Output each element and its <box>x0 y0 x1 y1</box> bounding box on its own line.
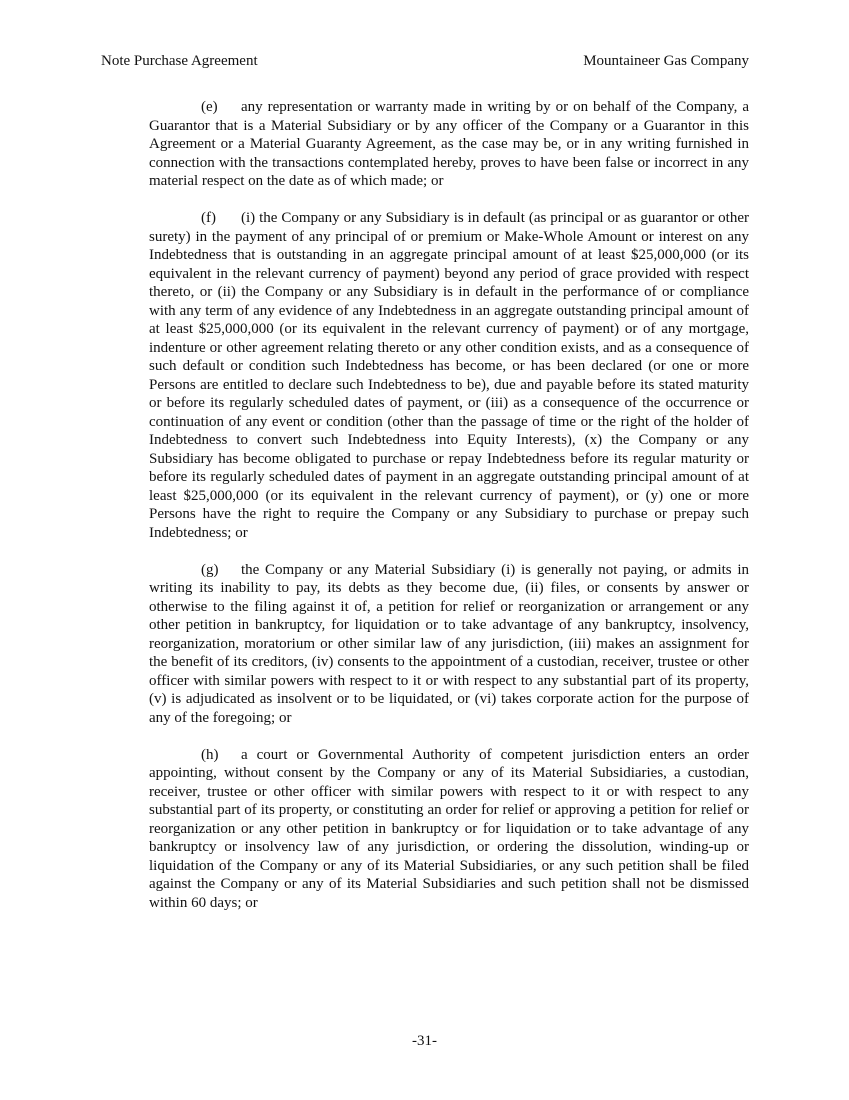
clause-g <box>149 561 749 728</box>
clause-label: (f) <box>201 210 216 226</box>
clause-e <box>149 98 749 191</box>
clause-text: any representation or warranty made in writing by or on behalf of the Company, a Guarantor that is a Material Subsidiary or by any officer of the Company or a Guarantor in this Agreement or a Material Guaranty Agreement, as the case may be, or in any writing furnished in connection with the transactions contemplated hereby, proves to have been false or incorrect in any material respect on the date as of which made; or <box>149 99 749 189</box>
page-footer <box>0 1031 849 1051</box>
clause-label: (e) <box>201 99 218 115</box>
clause-text: the Company or any Material Subsidiary (i) is generally not paying, or admits in writing its inability to pay, its debts as they become due, (ii) files, or consents by answer or otherwise to the filing against it of, a petition for relief or reorganization or arrangement or any other petition in bankruptcy, for liquidation or to take advantage of any bankruptcy, insolvency, reorganization, moratorium or other similar law of any jurisdiction, (iii) makes an assignment for the benefit of its creditors, (iv) consents to the appointment of a custodian, receiver, trustee or other officer with similar powers with respect to it or with respect to any substantial part of its property, (v) is adjudicated as insolvent or to be liquidated, or (vi) takes corporate action for the purpose of any of the foregoing; or <box>149 561 749 726</box>
company-name: Mountaineer Gas Company <box>583 53 749 69</box>
clause-text: a court or Governmental Authority of competent jurisdiction enters an order appointing, without consent by the Company or any of its Material Subsidiaries, a custodian, receiver, trustee or other officer with similar powers with respect to it or with respect to any substantial part of its property, or constituting an order for relief or approving a petition for relief or reorganization or any other petition in bankruptcy or for liquidation or to take advantage of any bankruptcy or insolvency law of any jurisdiction, or ordering the dissolution, winding-up or liquidation of the Company or any of its Material Subsidiaries, or any such petition shall be filed against the Company or any of its Material Subsidiaries and such petition shall not be dismissed within 60 days; or <box>149 746 749 911</box>
clause-label: (g) <box>201 561 219 578</box>
clause-f <box>149 209 749 542</box>
clause-text: (i) the Company or any Subsidiary is in default (as principal or as guarantor or other surety) in the payment of any principal of or premium or Make-Whole Amount or interest on any Indebtedness that is outstanding in an aggregate principal amount of at least $25,000,000 (or its equivalent in the relevant currency of payment) beyond any period of grace provided with respect thereto, or (ii) the Company or any Subsidiary is in default in the performance of or compliance with any term of any evidence of any Indebtedness in an aggregate outstanding principal amount of at least $25,000,000 (or its equivalent in the relevant currency of payment) or of any mortgage, indenture or other agreement relating thereto or any other condition exists, and as a consequence of such default or condition such Indebtedness has become, or has been declared (or one or more Persons are entitled to declare such Indebtedness to be), due and payable before its stated maturity or before its regularly scheduled dates of payment, or (iii) as a consequence of the occurrence or continuation of any event or condition (other than the passage of time or the right of the holder of Indebtedness to convert such Indebtedness into Equity Interests), (x) the Company or any Subsidiary has become obligated to purchase or repay Indebtedness before its regular maturity or before its regularly scheduled dates of payment in an aggregate outstanding principal amount of at least $25,000,000 (or its equivalent in the relevant currency of payment), or (y) one or more Persons have the right to require the Company or any Subsidiary to purchase or prepay such Indebtedness; or <box>149 210 749 541</box>
page-number: -31- <box>412 1033 437 1049</box>
page-header <box>101 51 749 71</box>
document-body <box>149 98 749 931</box>
clause-h <box>149 746 749 913</box>
clause-label: (h) <box>201 746 219 763</box>
document-title: Note Purchase Agreement <box>101 53 258 69</box>
